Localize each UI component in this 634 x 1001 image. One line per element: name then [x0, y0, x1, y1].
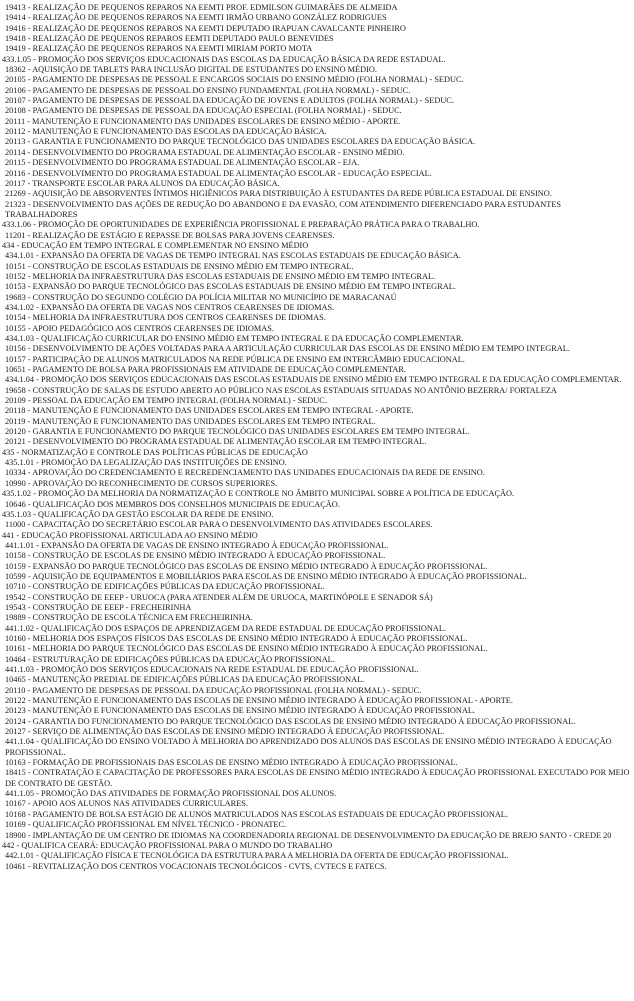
budget-line-item: 19419 - REALIZAÇÃO DE PEQUENOS REPAROS NA EEMTI MIRIAM PORTO MOTA [5, 44, 313, 54]
budget-line-item: 442.1.01 - QUALIFICAÇÃO FÍSICA E TECNOLÓGICA DA ESTRUTURA PARA A MELHORIA DA OFERTA DE EDUCAÇÃO PROFISSIONAL. [5, 851, 509, 861]
budget-line-item: 21323 - DESENVOLVIMENTO DAS AÇÕES DE REDUÇÃO DO ABANDONO E DA EVASÃO, COM ATENDIMENTO DIFERENCIADO PARA ESTUDANTES TRABALHADORES [5, 199, 561, 219]
budget-line-item: 442 - QUALIFICA CEARÁ: EDUCAÇÃO PROFISSIONAL PARA O MUNDO DO TRABALHO [2, 840, 333, 850]
budget-line-item: 20112 - MANUTENÇÃO E FUNCIONAMENTO DAS ESCOLAS DA EDUCAÇÃO BÁSICA. [5, 127, 327, 137]
budget-line-item: 20123 - MANUTENÇÃO E FUNCIONAMENTO DAS ESCOLAS DE ENSINO MÉDIO INTEGRADO À EDUCAÇÃO PROFISSIONAL. [5, 706, 476, 716]
budget-line-item: 20114 - DESENVOLVIMENTO DO PROGRAMA ESTADUAL DE ALIMENTAÇÃO ESCOLAR - ENSINO MÉDIO. [5, 147, 405, 157]
budget-line-item: 20127 - SERVIÇO DE ALIMENTAÇÃO DAS ESCOLAS DE ENSINO MÉDIO INTEGRADO À EDUCAÇÃO PROFISSIONAL. [5, 727, 445, 737]
budget-line-item: 18362 - AQUISIÇÃO DE TABLETS PARA INCLUSÃO DIGITAL DE ESTUDANTES DO ENSINO MÉDIO. [5, 65, 377, 75]
budget-line-item: 434.1.03 - QUALIFICAÇÃO CURRICULAR DO ENSINO MÉDIO EM TEMPO INTEGRAL E DA EDUCAÇÃO COMPLEMENTAR. [5, 334, 464, 343]
budget-line-item: 10710 - CONSTRUÇÃO DE EDIFICAÇÕES PÚBLICAS DA EDUCAÇÃO PROFISSIONAL. [5, 582, 325, 592]
budget-line-item: 10599 - AQUISIÇÃO DE EQUIPAMENTOS E MOBILIÁRIOS PARA ESCOLAS DE ENSINO MÉDIO INTEGRADO À EDUCAÇÃO PROFISSIONAL. [5, 571, 527, 581]
budget-line-item: 10152 - MELHORIA DA INFRAESTRUTURA DAS ESCOLAS ESTADUAIS DE ENSINO MÉDIO EM TEMPO INTEGRAL. [5, 271, 436, 281]
budget-line-item: 441.1.02 - QUALIFICAÇÃO DOS ESPAÇOS DE APRENDIZAGEM DA REDE ESTADUAL DE EDUCAÇÃO PROFISSIONAL. [5, 623, 447, 633]
budget-line-item: 10161 - MELHORIA DO PARQUE TECNOLÓGICO DAS ESCOLAS DE ENSINO MÉDIO INTEGRADO À EDUCAÇÃO PROFISSIONAL. [5, 644, 488, 654]
budget-line-item: 11201 - REALIZAÇÃO DE ESTÁGIO E REPASSE DE BOLSAS PARA JOVENS CEARENSES. [5, 230, 335, 240]
budget-line-item: 10169 - QUALIFICAÇÃO PROFISSIONAL EM NÍVEL TÉCNICO - PRONATEC. [5, 820, 287, 830]
budget-line-item: 19543 - CONSTRUÇÃO DE EEEP - FRECHEIRINHA [5, 602, 192, 612]
budget-line-item: 19418 - REALIZAÇÃO DE PEQUENOS REPAROS EEMTI DEPUTADO PAULO BENEVIDES [5, 34, 334, 44]
budget-line-item: 10155 - APOIO PEDAGÓGICO AOS CENTROS CEARENSES DE IDIOMAS. [5, 323, 274, 333]
budget-line-item: 20113 - GARANTIA E FUNCIONAMENTO DO PARQUE TECNOLÓGICO DAS UNIDADES ESCOLARES DA EDUCAÇÃO BÁSICA. [5, 137, 476, 147]
budget-line-item: 19414 - REALIZAÇÃO DE PEQUENOS REPAROS NA EEMTI IRMÃO URBANO GONZÁLEZ RODRIGUES [5, 13, 387, 23]
budget-line-item: 10464 - ESTRUTURAÇÃO DE EDIFICAÇÕES PÚBLICAS DA EDUCAÇÃO PROFISSIONAL. [5, 654, 335, 664]
budget-line-item: 433.1.06 - PROMOÇÃO DE OPORTUNIDADES DE EXPERIÊNCIA PROFISSIONAL E PREPARAÇÃO PRÁTICA PARA O TRABALHO. [2, 220, 480, 230]
budget-line-item: 10334 - APROVAÇÃO DO CREDENCIAMENTO E RECREDENCIAMENTO DAS UNIDADES EDUCACIONAIS DA REDE DE ENSINO. [5, 468, 485, 478]
budget-line-item: 434 - EDUCAÇÃO EM TEMPO INTEGRAL E COMPLEMENTAR NO ENSINO MÉDIO [2, 240, 309, 250]
budget-line-item: 10157 - PARTICIPAÇÃO DE ALUNOS MATRICULADOS NA REDE PÚBLICA DE ENSINO EM INTERCÂMBIO EDUCACIONAL. [5, 354, 465, 364]
budget-line-item: 20122 - MANUTENÇÃO E FUNCIONAMENTO DAS ESCOLAS DE ENSINO MÉDIO INTEGRADO À EDUCAÇÃO PROFISSIONAL - APORTE. [5, 696, 513, 706]
budget-line-item: 19889 - CONSTRUÇÃO DE ESCOLA TÉCNICA EM FRECHEIRINHA. [5, 613, 253, 623]
budget-line-item: 10154 - MELHORIA DA INFRAESTRUTURA DOS CENTROS CEARENSES DE IDIOMAS. [5, 313, 326, 323]
budget-line-item: 10160 - MELHORIA DOS ESPAÇOS FÍSICOS DAS ESCOLAS DE ENSINO MÉDIO INTEGRADO À EDUCAÇÃO PROFISSIONAL. [5, 633, 468, 643]
budget-line-item: 18900 - IMPLANTAÇÃO DE UM CENTRO DE IDIOMAS NA COORDENADORIA REGIONAL DE DESENVOLVIMENTO DA EDUCAÇÃO DE BREJO SANTO - CREDE 20 [5, 830, 612, 840]
budget-line-item: 10156 - DESENVOLVIMENTO DE AÇÕES VOLTADAS PARA A ARTICULAÇÃO CURRICULAR DAS ESCOLAS DE ENSINO MÉDIO EM TEMPO INTEGRAL. [5, 344, 570, 354]
budget-line-item: 19542 - CONSTRUÇÃO DE EEEP - URUOCA (PARA ATENDER ALÉM DE URUOCA, MARTINÓPOLE E SENADOR SÁ) [5, 592, 433, 602]
budget-line-item: 20106 - PAGAMENTO DE DESPESAS DE PESSOAL DO ENSINO FUNDAMENTAL (FOLHA NORMAL) - SEDUC. [5, 85, 411, 95]
budget-line-item: 434.1.04 - PROMOÇÃO DOS SERVIÇOS EDUCACIONAIS DAS ESCOLAS ESTADUAIS DE ENSINO MÉDIO EM TEMPO INTEGRAL E DA EDUCAÇÃO COMPLEMENTAR. [5, 375, 622, 385]
budget-line-item: 20118 - MANUTENÇÃO E FUNCIONAMENTO DAS UNIDADES ESCOLARES EM TEMPO INTEGRAL - APORTE. [5, 406, 414, 416]
budget-line-item: 20107 - PAGAMENTO DE DESPESAS DE PESSOAL DA EDUCAÇÃO DE JOVENS E ADULTOS (FOLHA NORMAL) - SEDUC. [5, 96, 454, 106]
budget-line-item: 10153 - EXPANSÃO DO PARQUE TECNOLÓGICO DAS ESCOLAS ESTADUAIS DE ENSINO MÉDIO EM TEMPO INTEGRAL. [5, 282, 456, 292]
budget-line-item: 20105 - PAGAMENTO DE DESPESAS DE PESSOAL E ENCARGOS SOCIAIS DO ENSINO MÉDIO (FOLHA NORMAL) - SEDUC. [5, 75, 464, 85]
budget-line-item: 18415 - CONTRATAÇÃO E CAPACITAÇÃO DE PROFESSORES PARA ESCOLAS DE ENSINO MÉDIO INTEGRADO À EDUCAÇÃO PROFISSIONAL EXECUTADO POR MEIO DE CONTRATO DE GESTÃO. [5, 768, 630, 788]
budget-line-item: 10461 - REVITALIZAÇÃO DOS CENTROS VOCACIONAIS TECNOLÓGICOS - CVTS, CVTECS E FATECS. [5, 861, 387, 871]
budget-line-item: 10168 - PAGAMENTO DE BOLSA ESTÁGIO DE ALUNOS MATRICULADOS NAS ESCOLAS ESTADUAIS DE EDUCAÇÃO PROFISSIONAL. [5, 809, 508, 819]
budget-line-item: 435 - NORMATIZAÇÃO E CONTROLE DAS POLÍTICAS PÚBLICAS DE EDUCAÇÃO [2, 447, 308, 457]
budget-line-item: 10159 - EXPANSÃO DO PARQUE TECNOLÓGICO DAS ESCOLAS DE ENSINO MÉDIO INTEGRADO À EDUCAÇÃO PROFISSIONAL. [5, 561, 488, 571]
budget-line-item: 441.1.03 - PROMOÇÃO DOS SERVIÇOS EDUCACIONAIS NA REDE ESTADUAL DE EDUCAÇÃO PROFISSIONAL. [5, 665, 419, 674]
budget-line-item: 21269 - AQUISIÇÃO DE ABSORVENTES ÍNTIMOS HIGIÊNICOS PARA DISTRIBUIÇÃO À ESTUDANTES DA REDE PÚBLICA ESTADUAL DE ENSINO. [5, 189, 552, 199]
budget-line-item: 10163 - FORMAÇÃO DE PROFISSIONAIS DAS ESCOLAS DE ENSINO MÉDIO INTEGRADO À EDUCAÇÃO PROFISSIONAL. [5, 758, 458, 768]
budget-line-item: 10651 - PAGAMENTO DE BOLSA PARA PROFISSIONAIS EM ATIVIDADE DE EDUCAÇÃO COMPLEMENTAR. [5, 365, 407, 375]
budget-line-item: 435.1.02 - PROMOÇÃO DA MELHORIA DA NORMATIZAÇÃO E CONTROLE NO ÂMBITO MUNICIPAL SOBRE A POLÍTICA DE EDUCAÇÃO. [2, 489, 515, 499]
budget-line-item: 20115 - DESENVOLVIMENTO DO PROGRAMA ESTADUAL DE ALIMENTAÇÃO ESCOLAR - EJA. [5, 158, 360, 168]
budget-line-item: 20124 - GARANTIA DO FUNCIONAMENTO DO PARQUE TECNOLÓGICO DAS ESCOLAS DE ENSINO MÉDIO INTEGRADO À EDUCAÇÃO PROFISSIONAL. [5, 716, 576, 726]
budget-line-item: 441.1.04 - QUALIFICAÇÃO DO ENSINO VOLTADO À MELHORIA DO APRENDIZADO DOS ALUNOS DAS ESCOLAS DE ENSINO MÉDIO INTEGRADO À EDUCAÇÃO PROFISSIONAL. [5, 737, 612, 757]
budget-line-item: 434.1.02 - EXPANSÃO DA OFERTA DE VAGAS NOS CENTROS CEARENSES DE IDIOMAS. [5, 302, 335, 312]
budget-line-item: 434.1.01 - EXPANSÃO DA OFERTA DE VAGAS DE TEMPO INTEGRAL NAS ESCOLAS ESTADUAIS DE EDUCAÇÃO BÁSICA. [5, 251, 461, 261]
budget-line-item: 19683 - CONSTRUÇÃO DO SEGUNDO COLÉGIO DA POLÍCIA MILITAR NO MUNICÍPIO DE MARACANAÚ [5, 292, 397, 302]
budget-line-item: 10990 - APROVAÇÃO DO RECONHECIMENTO DE CURSOS SUPERIORES. [5, 478, 278, 488]
budget-line-item: 11000 - CAPACITAÇÃO DO SECRETÁRIO ESCOLAR PARA O DESENVOLVIMENTO DAS ATIVIDADES ESCOLARES. [5, 520, 433, 530]
budget-line-item: 20116 - DESENVOLVIMENTO DO PROGRAMA ESTADUAL DE ALIMENTAÇÃO ESCOLAR - EDUCAÇÃO ESPECIAL. [5, 168, 432, 178]
budget-line-item: 10151 - CONSTRUÇÃO DE ESCOLAS ESTADUAIS DE ENSINO MÉDIO EM TEMPO INTEGRAL. [5, 261, 354, 271]
budget-line-item: 20111 - MANUTENÇÃO E FUNCIONAMENTO DAS UNIDADES ESCOLARES DE ENSINO MÉDIO - APORTE. [5, 116, 401, 126]
budget-line-item: 20109 - PESSOAL DA EDUCAÇÃO EM TEMPO INTEGRAL (FOLHA NORMAL) - SEDUC. [5, 396, 327, 406]
budget-line-item: 435.1.01 - PROMOÇÃO DA LEGALIZAÇÃO DAS INSTITUIÇÕES DE ENSINO. [5, 458, 287, 468]
budget-line-item: 441.1.05 - PROMOÇÃO DAS ATIVIDADES DE FORMAÇÃO PROFISSIONAL DOS ALUNOS. [5, 789, 337, 799]
budget-line-item: 20110 - PAGAMENTO DE DESPESAS DE PESSOAL DA EDUCAÇÃO PROFISSIONAL (FOLHA NORMAL) - SEDUC. [5, 685, 422, 695]
budget-line-item: 435.1.03 - QUALIFICAÇÃO DA GESTÃO ESCOLAR DA REDE DE ENSINO. [2, 509, 274, 519]
budget-line-item: 20117 - TRANSPORTE ESCOLAR PARA ALUNOS DA EDUCAÇÃO BÁSICA. [5, 178, 280, 188]
budget-line-item: 20121 - DESENVOLVIMENTO DO PROGRAMA ESTADUAL DE ALIMENTAÇÃO ESCOLAR EM TEMPO INTEGRAL. [5, 437, 427, 447]
budget-line-item: 19413 - REALIZAÇÃO DE PEQUENOS REPAROS NA EEMTI PROF. EDMILSON GUIMARÃES DE ALMEIDA [5, 3, 398, 12]
budget-line-item: 20120 - GARANTIA E FUNCIONAMENTO DO PARQUE TECNOLÓGICO DAS UNIDADES ESCOLARES EM TEMPO INTEGRAL. [5, 427, 470, 437]
budget-line-item: 10646 - QUALIFICAÇÃO DOS MEMBROS DOS CONSELHOS MUNICIPAIS DE EDUCAÇÃO. [5, 499, 340, 509]
budget-line-item: 10465 - MANUTENÇÃO PREDIAL DE EDIFICAÇÕES PÚBLICAS DA EDUCAÇÃO PROFISSIONAL. [5, 675, 365, 685]
budget-line-item: 441 - EDUCAÇÃO PROFISSIONAL ARTICULADA AO ENSINO MÉDIO [2, 530, 258, 540]
budget-line-item: 441.1.01 - EXPANSÃO DA OFERTA DE VAGAS DE ENSINO INTEGRADO À EDUCAÇÃO PROFISSIONAL. [5, 540, 389, 550]
budget-line-item: 10158 - CONSTRUÇÃO DE ESCOLAS DE ENSINO MÉDIO INTEGRADO À EDUCAÇÃO PROFISSIONAL. [5, 551, 386, 561]
budget-line-item: 20108 - PAGAMENTO DE DESPESAS DE PESSOAL DA EDUCAÇÃO ESPECIAL (FOLHA NORMAL) - SEDUC. [5, 106, 402, 116]
budget-line-item: 19416 - REALIZAÇÃO DE PEQUENOS REPAROS NA EEMTI DEPUTADO IRAPUAN CAVALCANTE PINHEIRO [5, 23, 406, 33]
budget-line-item: 19658 - CONSTRUÇÃO DE SALAS DE ESTUDO ABERTO AO PÚBLICO NAS ESCOLAS ESTADUAIS SITUADAS NO ANTÔNIO BEZERRA/ FORTALEZA [5, 385, 557, 395]
budget-line-item: 20119 - MANUTENÇÃO E FUNCIONAMENTO DAS UNIDADES ESCOLARES EM TEMPO INTEGRAL. [5, 416, 376, 426]
budget-line-item: 433.1.05 - PROMOÇÃO DOS SERVIÇOS EDUCACIONAIS DAS ESCOLAS DA EDUCAÇÃO BÁSICA DA REDE ESTADUAL. [2, 54, 446, 64]
budget-line-item: 10167 - APOIO AOS ALUNOS NAS ATIVIDADES CURRICULARES. [5, 799, 248, 809]
